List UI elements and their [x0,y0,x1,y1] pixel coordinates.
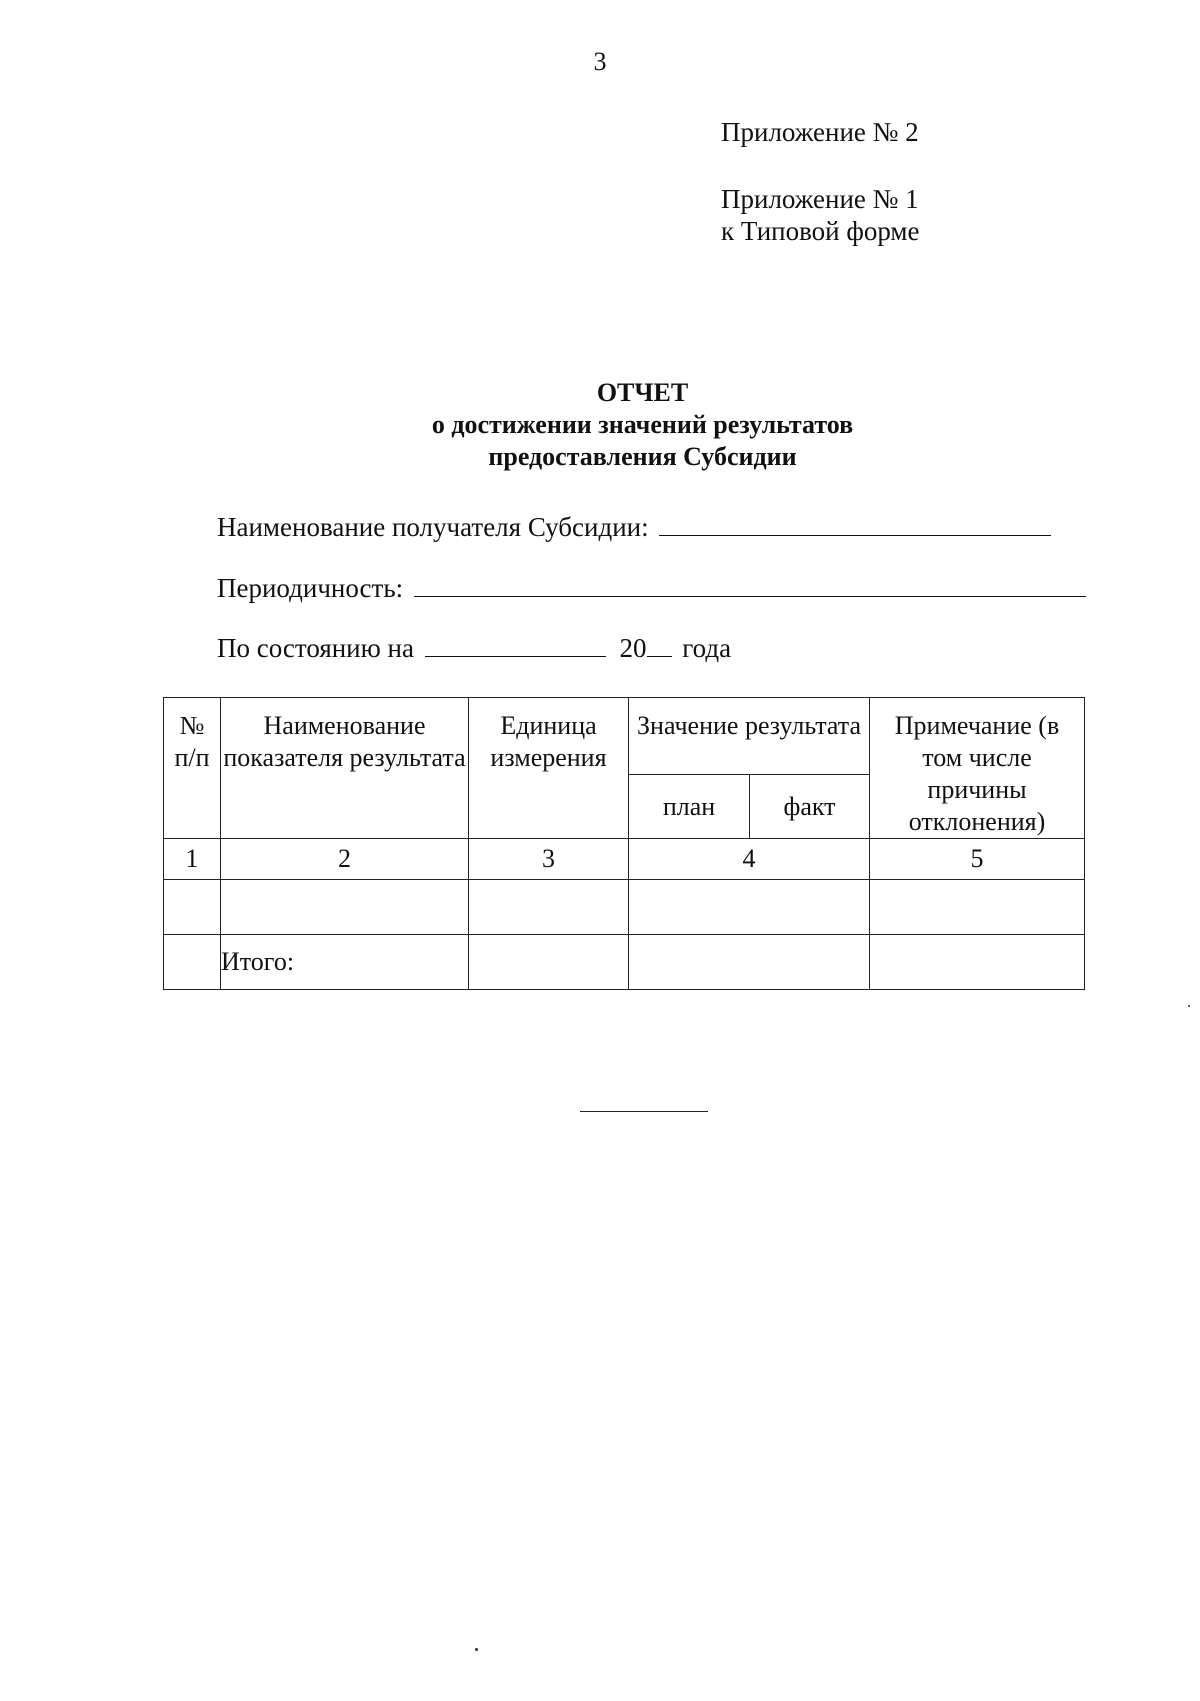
table-row [164,880,1085,935]
results-table [163,697,1085,990]
recipient-blank[interactable] [659,511,1051,536]
header-num: № п/п [164,698,221,839]
scan-speck [475,1648,478,1651]
periodicity-field [217,572,1086,604]
total-row [164,935,1085,990]
table-cell[interactable] [870,935,1085,990]
table-cell[interactable] [164,880,221,935]
table-cell[interactable] [629,880,870,935]
report-title-line-2: о достижении значений результатов [431,410,854,439]
header-plan: план [629,775,750,839]
header-unit: Единица измерения [469,698,629,839]
periodicity-label: Периодичность: [217,573,404,603]
table-cell[interactable] [870,880,1085,935]
column-number: 3 [469,839,629,880]
column-number: 2 [221,839,469,880]
closing-rule [580,1111,708,1112]
table-header-row [164,698,1085,775]
appendix-label-1: Приложение № 1 [721,184,919,214]
year-prefix: 20 [619,633,647,663]
scan-speck [1188,1005,1190,1007]
recipient-label: Наименование получателя Субсидии: [217,512,649,542]
header-result-value: Значение результата [629,698,870,775]
table-cell[interactable] [469,935,629,990]
total-label: Итого: [221,935,469,990]
report-title-main: ОТЧЕТ [596,378,689,407]
column-number: 4 [629,839,870,880]
appendix-form-reference: к Типовой форме [721,216,920,246]
year-suffix: года [682,633,732,663]
recipient-field [217,511,1051,543]
header-note: Примечание (в том числе причины отклонения) [870,698,1085,839]
column-number: 1 [164,839,221,880]
as-of-date-blank[interactable] [425,632,606,657]
periodicity-blank[interactable] [414,572,1086,597]
report-title [0,377,1200,473]
appendix-label-2: Приложение № 2 [721,117,919,147]
table-cell[interactable] [221,880,469,935]
report-title-line-3: предоставления Субсидии [488,442,797,471]
column-number: 5 [870,839,1085,880]
header-fact: факт [750,775,870,839]
table-cell[interactable] [629,935,870,990]
column-numbers-row [164,839,1085,880]
header-indicator-name: Наименование показателя результата [221,698,469,839]
table-cell[interactable] [469,880,629,935]
page-number: 3 [593,47,607,76]
year-blank[interactable] [647,632,672,657]
as-of-label: По состоянию на [217,633,414,663]
table-cell[interactable] [164,935,221,990]
as-of-date-field [217,632,731,664]
